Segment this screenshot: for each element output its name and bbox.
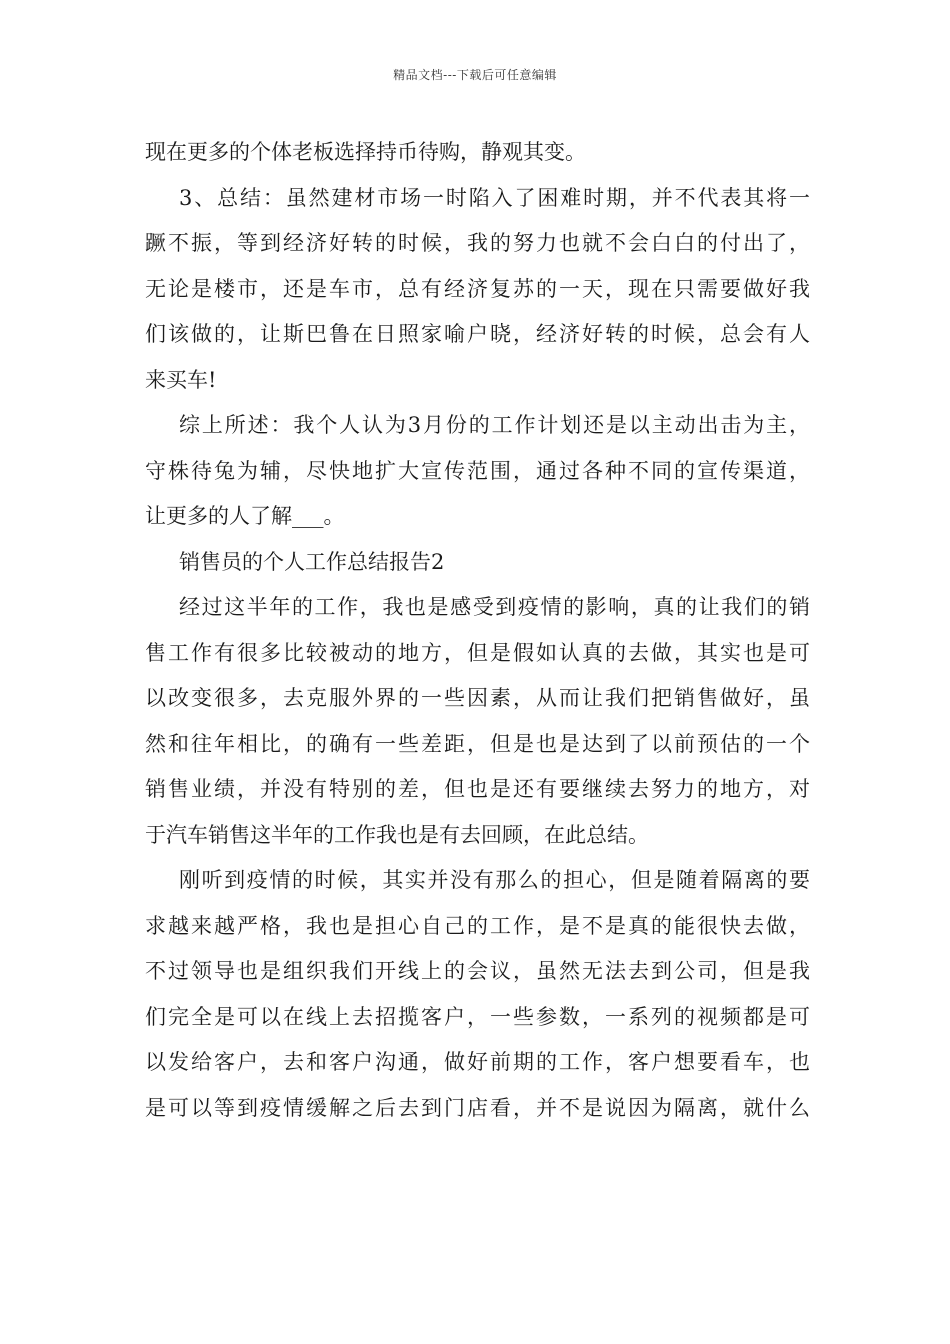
text-line: 无论是楼市，还是车市，总有经济复苏的一天，现在只需要做好我 [145,276,810,301]
text-line: 于汽车销售这半年的工作我也是有去回顾，在此总结。 [145,822,649,847]
text-line: 是可以等到疫情缓解之后去到门店看，并不是说因为隔离，就什么 [145,1095,810,1120]
text-line: 求越来越严格，我也是担心自己的工作，是不是真的能很快去做， [145,913,810,938]
page-header: 精品文档---下载后可任意编辑 [393,68,557,82]
text-line: 让更多的人了解___。 [145,504,345,528]
text-line: 来买车! [145,367,217,392]
text-line: 以发给客户，去和客户沟通，做好前期的工作，客户想要看车，也 [145,1050,810,1074]
text-line: 刚听到疫情的时候，其实并没有那么的担心，但是随着隔离的要 [179,868,810,892]
paragraph [145,858,810,1131]
paragraph [145,403,810,540]
text-line: 销售业绩，并没有特别的差，但也是还有要继续去努力的地方，对 [145,777,810,801]
paragraph [145,585,810,858]
paragraph [145,176,810,404]
text-line: 经过这半年的工作，我也是感受到疫情的影响，真的让我们的销 [179,595,810,619]
text-line: 以改变很多，去克服外界的一些因素，从而让我们把销售做好，虽 [145,686,810,710]
text-line: 们完全是可以在线上去招揽客户，一些参数，一系列的视频都是可 [145,1004,810,1029]
text-line: 们该做的，让斯巴鲁在日照家喻户晓，经济好转的时候，总会有人 [145,322,810,346]
text-line: 3、总结：虽然建材市场一时陷入了困难时期，并不代表其将一 [179,185,810,210]
text-line: 然和往年相比，的确有一些差距，但是也是达到了以前预估的一个 [145,731,810,756]
heading-text: 销售员的个人工作总结报告2 [179,549,445,574]
document-body [145,130,810,1131]
text-line: 现在更多的个体老板选择持币待购，静观其变。 [145,140,586,164]
paragraph [145,130,810,176]
text-line: 蹶不振，等到经济好转的时候，我的努力也就不会白白的付出了， [145,231,810,255]
text-line: 综上所述：我个人认为3月份的工作计划还是以主动出击为主， [179,413,810,437]
section-heading [145,540,810,586]
text-line: 售工作有很多比较被动的地方，但是假如认真的去做，其实也是可 [145,640,810,665]
text-line: 守株待兔为辅，尽快地扩大宣传范围，通过各种不同的宣传渠道， [145,458,810,483]
text-line: 不过领导也是组织我们开线上的会议，虽然无法去到公司，但是我 [145,959,810,983]
